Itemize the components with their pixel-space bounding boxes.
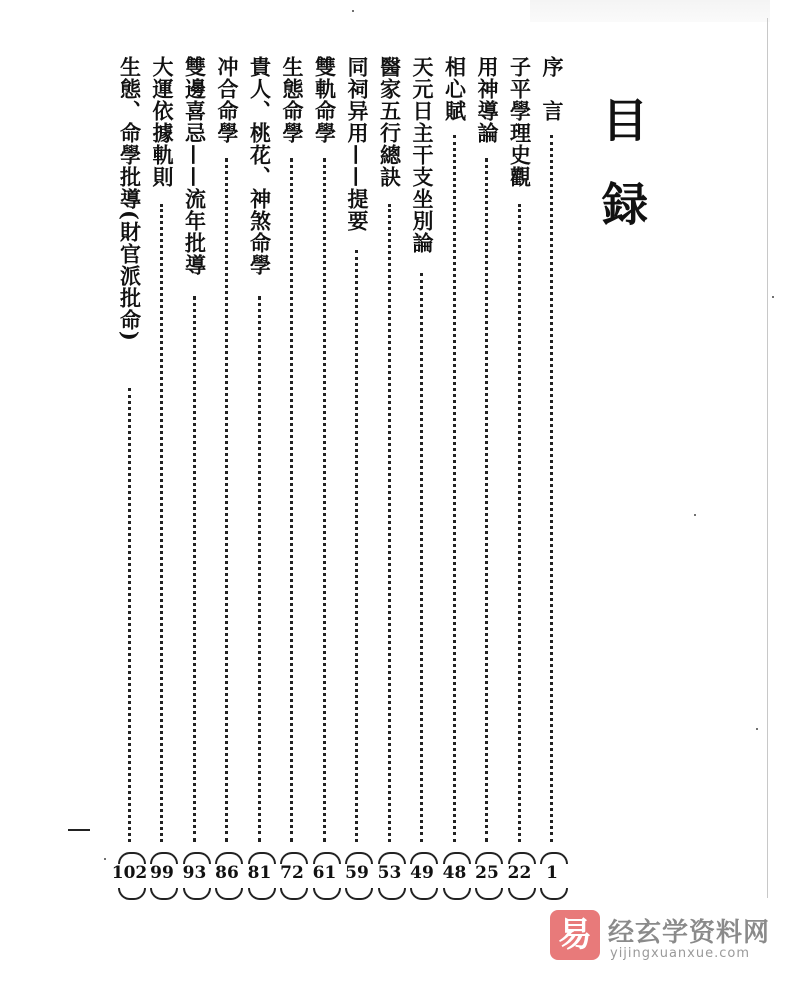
toc-entry <box>374 56 406 904</box>
toc-entry <box>341 56 373 904</box>
page-bracket-bottom <box>443 888 471 900</box>
toc-entry <box>211 56 243 904</box>
watermark-site-name: 经玄学资料网 <box>608 918 771 948</box>
page-title: 目録 <box>595 96 649 264</box>
leader-dots <box>225 158 232 842</box>
toc-entry <box>471 56 503 904</box>
scan-edge-top <box>530 0 770 22</box>
toc-entry <box>406 56 438 904</box>
leader-dots <box>388 204 395 842</box>
toc-entry <box>111 56 148 904</box>
page-bracket-bottom <box>378 888 406 900</box>
scan-speck <box>104 858 106 860</box>
toc-entry-title: 序 言 <box>540 56 565 122</box>
toc-entry-title: 天元日主干支坐別論 <box>410 56 435 254</box>
toc-entry-title: 醫家五行總訣 <box>377 56 403 188</box>
page-bracket-bottom <box>410 888 438 900</box>
page-bracket-bottom <box>248 888 276 900</box>
toc-page-number: 25 <box>475 863 499 883</box>
toc-entry <box>179 56 211 904</box>
toc-entry-title: 用神導論 <box>475 56 500 144</box>
leader-dots <box>193 296 200 842</box>
toc-page-number: 102 <box>111 863 148 883</box>
toc-page-number: 81 <box>247 863 272 883</box>
leader-dots <box>323 158 330 842</box>
toc-page-number: 59 <box>345 863 369 883</box>
toc-page-number: 49 <box>410 863 434 883</box>
toc-page-number: 53 <box>377 863 402 883</box>
leader-dots <box>258 296 265 842</box>
toc-entry-title: 冲合命學 <box>215 56 240 144</box>
toc-entry <box>439 56 471 904</box>
page-bracket-bottom <box>150 888 178 900</box>
page-bracket-bottom <box>215 888 243 900</box>
toc-entry <box>536 56 568 904</box>
toc-page-number: 93 <box>182 863 207 883</box>
toc-page-number: 22 <box>507 863 532 883</box>
scan-speck <box>772 296 774 298</box>
site-watermark <box>550 910 780 970</box>
toc-entry-title: 子平學理史觀 <box>507 56 533 188</box>
page-bracket-bottom <box>540 888 568 900</box>
leader-dots <box>485 158 492 842</box>
page-bracket-bottom <box>280 888 308 900</box>
toc-entry <box>146 56 178 904</box>
page-bracket-bottom <box>313 888 341 900</box>
watermark-logo: 易 <box>550 910 600 960</box>
page-bracket-bottom <box>508 888 536 900</box>
leader-dots <box>355 250 362 842</box>
toc-entry-title: 大運依據軌則 <box>150 56 175 188</box>
leader-dots <box>160 204 167 842</box>
toc-entry <box>309 56 341 904</box>
leader-dots <box>518 204 525 842</box>
toc-page-number: 99 <box>150 863 174 883</box>
scan-speck <box>694 514 696 516</box>
toc-entry-title: 雙邊喜忌——流年批導 <box>182 56 208 276</box>
scan-edge-right <box>767 18 768 898</box>
toc-entry-title: 雙軌命學 <box>312 56 338 144</box>
leader-dots <box>550 135 557 842</box>
toc-entry <box>276 56 308 904</box>
toc-entry-title: 生態命學 <box>280 56 305 144</box>
watermark-url: yijingxuanxue.com <box>610 946 750 961</box>
toc-entry-title: 生態、命學批導(財官派批命) <box>117 56 143 342</box>
page-bracket-bottom <box>118 888 146 900</box>
page-bracket-bottom <box>183 888 211 900</box>
toc-entry <box>504 56 536 904</box>
toc-page-number: 86 <box>215 863 239 883</box>
leader-dots <box>290 158 297 842</box>
toc-entry <box>244 56 276 904</box>
margin-dash-mark <box>68 829 90 831</box>
leader-dots <box>420 273 427 842</box>
scan-speck <box>756 728 758 730</box>
toc-entry-title: 同祠异用——提要 <box>345 56 370 232</box>
page-bracket-bottom <box>475 888 503 900</box>
leader-dots <box>453 135 460 842</box>
leader-dots <box>128 388 135 842</box>
toc-page-number: 1 <box>546 863 558 883</box>
toc-page-number: 48 <box>442 863 467 883</box>
toc-page-number: 61 <box>312 863 337 883</box>
toc-entry-title: 貴人、桃花、神煞命學 <box>247 56 273 276</box>
toc-entry-title: 相心賦 <box>442 56 468 122</box>
scan-speck <box>352 10 354 12</box>
toc-page-number: 72 <box>280 863 304 883</box>
page-bracket-bottom <box>345 888 373 900</box>
